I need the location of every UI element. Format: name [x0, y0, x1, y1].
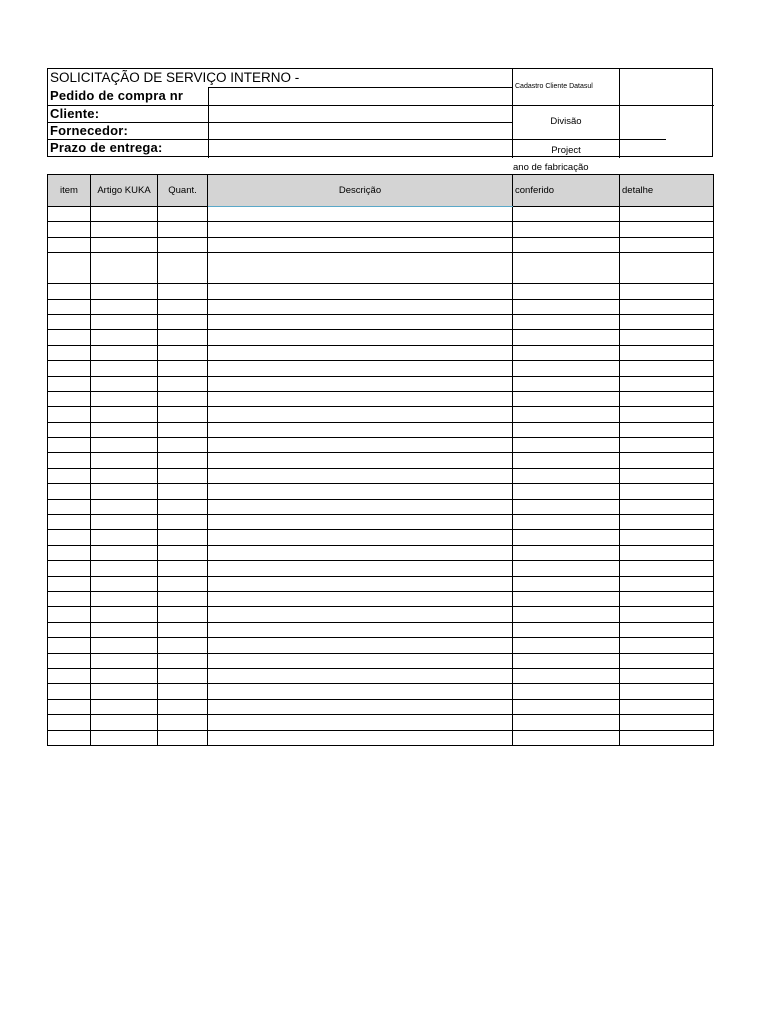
cell-quant[interactable] [158, 330, 208, 345]
cliente-field[interactable] [209, 106, 512, 122]
col-header-item: item [48, 175, 91, 207]
cell-item[interactable] [48, 684, 91, 699]
table-row [48, 330, 714, 345]
col-header-descricao: Descrição [208, 175, 513, 207]
table-row [48, 422, 714, 437]
cell-detalhe[interactable] [620, 576, 714, 591]
cell-item[interactable] [48, 330, 91, 345]
cell-artigo[interactable] [91, 699, 158, 714]
cell-descricao[interactable] [208, 299, 513, 314]
cell-conferido[interactable] [513, 591, 620, 606]
cell-descricao[interactable] [208, 345, 513, 360]
cell-detalhe[interactable] [620, 391, 714, 406]
cell-conferido[interactable] [513, 330, 620, 345]
cell-detalhe[interactable] [620, 545, 714, 560]
cell-item[interactable] [48, 653, 91, 668]
cell-quant[interactable] [158, 530, 208, 545]
cell-conferido[interactable] [513, 715, 620, 730]
cell-quant[interactable] [158, 576, 208, 591]
divisao-field[interactable] [620, 106, 713, 139]
cell-item[interactable] [48, 391, 91, 406]
ano-fabricacao-label: ano de fabricação [513, 162, 589, 173]
cell-artigo[interactable] [91, 361, 158, 376]
cell-detalhe[interactable] [620, 376, 714, 391]
table-row [48, 699, 714, 714]
cell-conferido[interactable] [513, 515, 620, 530]
cell-quant[interactable] [158, 407, 208, 422]
cell-conferido[interactable] [513, 699, 620, 714]
cell-item[interactable] [48, 468, 91, 483]
table-row [48, 653, 714, 668]
cell-descricao[interactable] [208, 237, 513, 252]
cell-artigo[interactable] [91, 253, 158, 284]
cell-artigo[interactable] [91, 653, 158, 668]
cell-item[interactable] [48, 253, 91, 284]
cell-artigo[interactable] [91, 730, 158, 745]
table-row [48, 453, 714, 468]
cell-quant[interactable] [158, 561, 208, 576]
cell-descricao[interactable] [208, 284, 513, 299]
table-row [48, 515, 714, 530]
cell-item[interactable] [48, 699, 91, 714]
table-row [48, 561, 714, 576]
cell-descricao[interactable] [208, 484, 513, 499]
cell-descricao[interactable] [208, 607, 513, 622]
cell-quant[interactable] [158, 314, 208, 329]
cell-descricao[interactable] [208, 361, 513, 376]
cell-descricao[interactable] [208, 730, 513, 745]
cell-item[interactable] [48, 576, 91, 591]
cell-item[interactable] [48, 222, 91, 237]
cell-quant[interactable] [158, 622, 208, 637]
cell-artigo[interactable] [91, 299, 158, 314]
cell-quant[interactable] [158, 730, 208, 745]
cell-detalhe[interactable] [620, 638, 714, 653]
cell-conferido[interactable] [513, 561, 620, 576]
cell-conferido[interactable] [513, 422, 620, 437]
cell-detalhe[interactable] [620, 730, 714, 745]
cell-artigo[interactable] [91, 561, 158, 576]
cell-conferido[interactable] [513, 299, 620, 314]
cell-quant[interactable] [158, 299, 208, 314]
items-table [47, 174, 714, 746]
table-row [48, 730, 714, 745]
cell-descricao[interactable] [208, 314, 513, 329]
cell-quant[interactable] [158, 638, 208, 653]
table-row [48, 222, 714, 237]
cell-item[interactable] [48, 530, 91, 545]
table-row [48, 376, 714, 391]
cell-detalhe[interactable] [620, 330, 714, 345]
cell-descricao[interactable] [208, 222, 513, 237]
cell-artigo[interactable] [91, 330, 158, 345]
cell-conferido[interactable] [513, 207, 620, 222]
cell-detalhe[interactable] [620, 237, 714, 252]
table-row [48, 237, 714, 252]
cell-conferido[interactable] [513, 253, 620, 284]
cadastro-field[interactable] [620, 69, 713, 105]
cell-quant[interactable] [158, 376, 208, 391]
table-row [48, 253, 714, 284]
cell-detalhe[interactable] [620, 361, 714, 376]
cell-descricao[interactable] [208, 545, 513, 560]
cell-descricao[interactable] [208, 638, 513, 653]
cell-item[interactable] [48, 237, 91, 252]
cell-detalhe[interactable] [620, 222, 714, 237]
cell-descricao[interactable] [208, 561, 513, 576]
cell-quant[interactable] [158, 438, 208, 453]
cell-artigo[interactable] [91, 638, 158, 653]
cell-item[interactable] [48, 314, 91, 329]
fornecedor-field[interactable] [209, 123, 512, 139]
cell-descricao[interactable] [208, 438, 513, 453]
cell-quant[interactable] [158, 284, 208, 299]
cliente-label: Cliente: [50, 106, 100, 121]
service-request-form [47, 68, 713, 196]
cell-detalhe[interactable] [620, 314, 714, 329]
cell-descricao[interactable] [208, 330, 513, 345]
table-row [48, 361, 714, 376]
cell-conferido[interactable] [513, 438, 620, 453]
cell-descricao[interactable] [208, 515, 513, 530]
table-row [48, 715, 714, 730]
cell-conferido[interactable] [513, 484, 620, 499]
cell-item[interactable] [48, 207, 91, 222]
table-row [48, 545, 714, 560]
cell-item[interactable] [48, 299, 91, 314]
cell-conferido[interactable] [513, 453, 620, 468]
cell-quant[interactable] [158, 684, 208, 699]
cell-descricao[interactable] [208, 699, 513, 714]
cell-conferido[interactable] [513, 376, 620, 391]
cell-descricao[interactable] [208, 499, 513, 514]
cell-conferido[interactable] [513, 653, 620, 668]
table-row [48, 314, 714, 329]
cell-conferido[interactable] [513, 499, 620, 514]
cell-artigo[interactable] [91, 207, 158, 222]
table-row [48, 207, 714, 222]
cell-detalhe[interactable] [620, 422, 714, 437]
cell-item[interactable] [48, 438, 91, 453]
cell-detalhe[interactable] [620, 468, 714, 483]
cadastro-label: Cadastro Cliente Datasul [515, 83, 593, 90]
cell-quant[interactable] [158, 207, 208, 222]
table-body [48, 207, 714, 746]
table-row [48, 576, 714, 591]
cell-detalhe[interactable] [620, 407, 714, 422]
prazo-field[interactable] [209, 140, 512, 157]
cell-descricao[interactable] [208, 422, 513, 437]
cell-quant[interactable] [158, 653, 208, 668]
table-row [48, 468, 714, 483]
table-row [48, 684, 714, 699]
table-row [48, 391, 714, 406]
cell-artigo[interactable] [91, 453, 158, 468]
cell-artigo[interactable] [91, 407, 158, 422]
cell-item[interactable] [48, 591, 91, 606]
cell-descricao[interactable] [208, 376, 513, 391]
cell-artigo[interactable] [91, 222, 158, 237]
cell-item[interactable] [48, 376, 91, 391]
cell-detalhe[interactable] [620, 684, 714, 699]
cell-detalhe[interactable] [620, 622, 714, 637]
cell-detalhe[interactable] [620, 207, 714, 222]
table-row [48, 484, 714, 499]
cell-item[interactable] [48, 484, 91, 499]
cell-detalhe[interactable] [620, 653, 714, 668]
cell-artigo[interactable] [91, 376, 158, 391]
table-row [48, 284, 714, 299]
cell-detalhe[interactable] [620, 299, 714, 314]
cell-quant[interactable] [158, 253, 208, 284]
cell-artigo[interactable] [91, 284, 158, 299]
col-header-conferido: conferido [513, 175, 620, 207]
cell-quant[interactable] [158, 545, 208, 560]
cell-conferido[interactable] [513, 361, 620, 376]
cell-descricao[interactable] [208, 207, 513, 222]
cell-detalhe[interactable] [620, 699, 714, 714]
cell-artigo[interactable] [91, 484, 158, 499]
cell-artigo[interactable] [91, 576, 158, 591]
table-row [48, 638, 714, 653]
cell-detalhe[interactable] [620, 453, 714, 468]
cell-artigo[interactable] [91, 715, 158, 730]
pedido-label: Pedido de compra nr [50, 88, 184, 103]
cell-quant[interactable] [158, 515, 208, 530]
divisao-label: Divisão [550, 116, 582, 127]
cell-item[interactable] [48, 638, 91, 653]
cell-item[interactable] [48, 668, 91, 683]
project-field[interactable] [620, 140, 713, 157]
cell-quant[interactable] [158, 345, 208, 360]
table-row [48, 499, 714, 514]
cell-item[interactable] [48, 622, 91, 637]
pedido-field[interactable] [209, 88, 512, 105]
cell-descricao[interactable] [208, 530, 513, 545]
prazo-label: Prazo de entrega: [50, 140, 163, 155]
cell-artigo[interactable] [91, 668, 158, 683]
cell-conferido[interactable] [513, 391, 620, 406]
cell-detalhe[interactable] [620, 715, 714, 730]
cell-quant[interactable] [158, 422, 208, 437]
cell-detalhe[interactable] [620, 345, 714, 360]
cell-descricao[interactable] [208, 253, 513, 284]
cell-conferido[interactable] [513, 222, 620, 237]
cell-detalhe[interactable] [620, 438, 714, 453]
cell-descricao[interactable] [208, 407, 513, 422]
cell-artigo[interactable] [91, 345, 158, 360]
cell-conferido[interactable] [513, 345, 620, 360]
cell-quant[interactable] [158, 468, 208, 483]
cell-conferido[interactable] [513, 607, 620, 622]
cell-artigo[interactable] [91, 515, 158, 530]
cell-artigo[interactable] [91, 591, 158, 606]
cell-descricao[interactable] [208, 391, 513, 406]
table-row [48, 530, 714, 545]
cell-detalhe[interactable] [620, 253, 714, 284]
cell-descricao[interactable] [208, 591, 513, 606]
cell-conferido[interactable] [513, 314, 620, 329]
cell-conferido[interactable] [513, 684, 620, 699]
table-row [48, 407, 714, 422]
cell-detalhe[interactable] [620, 515, 714, 530]
cell-conferido[interactable] [513, 530, 620, 545]
cell-artigo[interactable] [91, 314, 158, 329]
form-title: SOLICITAÇÃO DE SERVIÇO INTERNO - [50, 70, 300, 85]
cell-item[interactable] [48, 715, 91, 730]
cell-quant[interactable] [158, 668, 208, 683]
cell-detalhe[interactable] [620, 499, 714, 514]
cell-artigo[interactable] [91, 391, 158, 406]
cell-detalhe[interactable] [620, 607, 714, 622]
col-header-detalhe: detalhe [620, 175, 714, 207]
cell-artigo[interactable] [91, 622, 158, 637]
table-row [48, 438, 714, 453]
cell-quant[interactable] [158, 699, 208, 714]
fornecedor-label: Fornecedor: [50, 123, 129, 138]
cell-conferido[interactable] [513, 638, 620, 653]
cell-artigo[interactable] [91, 237, 158, 252]
cell-artigo[interactable] [91, 530, 158, 545]
cell-item[interactable] [48, 607, 91, 622]
cell-artigo[interactable] [91, 684, 158, 699]
cell-quant[interactable] [158, 607, 208, 622]
cell-descricao[interactable] [208, 715, 513, 730]
cell-detalhe[interactable] [620, 561, 714, 576]
form-header [47, 68, 713, 157]
cell-conferido[interactable] [513, 576, 620, 591]
cell-artigo[interactable] [91, 468, 158, 483]
table-row [48, 299, 714, 314]
cell-item[interactable] [48, 545, 91, 560]
col-header-quant: Quant. [158, 175, 208, 207]
cell-quant[interactable] [158, 237, 208, 252]
table-row [48, 345, 714, 360]
cell-item[interactable] [48, 407, 91, 422]
cell-artigo[interactable] [91, 438, 158, 453]
cell-item[interactable] [48, 515, 91, 530]
cell-item[interactable] [48, 561, 91, 576]
cell-detalhe[interactable] [620, 530, 714, 545]
cell-quant[interactable] [158, 591, 208, 606]
table-row [48, 591, 714, 606]
col-header-artigo: Artigo KUKA [91, 175, 158, 207]
cell-quant[interactable] [158, 453, 208, 468]
cell-item[interactable] [48, 422, 91, 437]
cell-detalhe[interactable] [620, 484, 714, 499]
cell-quant[interactable] [158, 484, 208, 499]
cell-conferido[interactable] [513, 730, 620, 745]
table-row [48, 607, 714, 622]
cell-quant[interactable] [158, 361, 208, 376]
table-row [48, 668, 714, 683]
cell-conferido[interactable] [513, 622, 620, 637]
cell-conferido[interactable] [513, 545, 620, 560]
cell-conferido[interactable] [513, 237, 620, 252]
cell-conferido[interactable] [513, 468, 620, 483]
cell-detalhe[interactable] [620, 284, 714, 299]
cell-quant[interactable] [158, 715, 208, 730]
cell-descricao[interactable] [208, 684, 513, 699]
cell-quant[interactable] [158, 222, 208, 237]
cell-quant[interactable] [158, 391, 208, 406]
cell-descricao[interactable] [208, 453, 513, 468]
cell-item[interactable] [48, 361, 91, 376]
cell-item[interactable] [48, 284, 91, 299]
cell-artigo[interactable] [91, 607, 158, 622]
cell-conferido[interactable] [513, 407, 620, 422]
cell-conferido[interactable] [513, 668, 620, 683]
cell-item[interactable] [48, 730, 91, 745]
cell-item[interactable] [48, 345, 91, 360]
table-header-row [48, 175, 714, 207]
cell-detalhe[interactable] [620, 591, 714, 606]
cell-descricao[interactable] [208, 653, 513, 668]
table-row [48, 622, 714, 637]
cell-conferido[interactable] [513, 284, 620, 299]
cell-artigo[interactable] [91, 422, 158, 437]
cell-descricao[interactable] [208, 576, 513, 591]
cell-item[interactable] [48, 453, 91, 468]
cell-item[interactable] [48, 499, 91, 514]
cell-descricao[interactable] [208, 468, 513, 483]
cell-artigo[interactable] [91, 499, 158, 514]
cell-quant[interactable] [158, 499, 208, 514]
cell-detalhe[interactable] [620, 668, 714, 683]
cell-descricao[interactable] [208, 668, 513, 683]
cell-artigo[interactable] [91, 545, 158, 560]
project-label: Project [551, 145, 581, 156]
cell-descricao[interactable] [208, 622, 513, 637]
